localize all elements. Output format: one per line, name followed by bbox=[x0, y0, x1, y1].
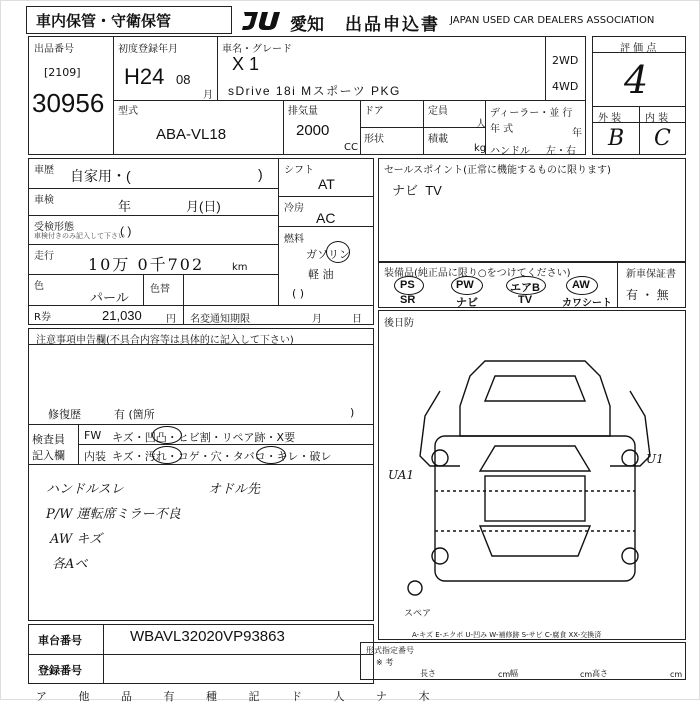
reg-month: 08 bbox=[176, 72, 191, 87]
name-notice-day: 日 bbox=[352, 314, 362, 325]
repair-close: ) bbox=[350, 406, 355, 419]
disp-unit: CC bbox=[344, 142, 358, 153]
car-name: X 1 bbox=[232, 54, 260, 74]
int-tobacco-circle bbox=[256, 446, 286, 464]
fuel-diesel: 軽 油 bbox=[308, 268, 334, 281]
lot-number: 30956 bbox=[32, 88, 105, 118]
recycle-unit: 円 bbox=[166, 314, 176, 325]
fw-label: FW bbox=[84, 429, 102, 442]
int-text: キズ・汚れ・コゲ・穴・タバコ・キレ・破レ bbox=[112, 450, 332, 463]
history-label: 車歴 bbox=[34, 165, 54, 176]
height-label: 高さ bbox=[592, 669, 608, 678]
bottom-row: ア 他 品 有 種 記 ド 人 ナ 木 bbox=[36, 690, 444, 703]
reg-unit: 月 bbox=[203, 90, 213, 101]
recycle-label: R券 bbox=[34, 312, 51, 323]
int-dirt-circle bbox=[152, 446, 182, 464]
equip-aw: AW bbox=[572, 279, 590, 291]
note-pw-mirror: P/W 運転席ミラー不良 bbox=[46, 507, 181, 522]
fuel-gasoline-circle bbox=[326, 241, 350, 263]
equip-tv: TV bbox=[518, 294, 533, 306]
name-notice-month: 月 bbox=[312, 314, 322, 325]
equip-leather: カワシート bbox=[562, 298, 612, 309]
recycle-value: 21,030 bbox=[102, 308, 142, 323]
interior-grade: C bbox=[654, 126, 671, 151]
equip-label: 装備品(純正品に限り○をつけてください) bbox=[384, 268, 571, 279]
chassis-label: 車台番号 bbox=[38, 634, 82, 647]
equip-airbag: エアB bbox=[510, 282, 540, 294]
name-notice-label: 名変通知期限 bbox=[190, 314, 250, 325]
spare-label: スペア bbox=[404, 609, 432, 619]
record-label: 記入欄 bbox=[32, 449, 65, 462]
equip-pw-circle bbox=[451, 276, 483, 295]
equip-pw: PW bbox=[456, 279, 474, 291]
repair-label: 修復歴 bbox=[48, 408, 81, 421]
equip-aw-circle bbox=[566, 276, 598, 295]
width-label: 幅 bbox=[510, 669, 518, 678]
shift-label: シフト bbox=[284, 165, 314, 176]
equip-airbag-circle bbox=[506, 276, 546, 295]
inspector-label: 検査員 bbox=[32, 433, 65, 446]
reg-year: H24 bbox=[124, 64, 165, 89]
color-value: パール bbox=[90, 290, 129, 305]
storage-badge: 車内保管・守衛保管 bbox=[36, 12, 172, 30]
drive-4wd: 4WD bbox=[552, 80, 579, 93]
color-change-label: 色替 bbox=[150, 284, 170, 295]
ju-logo bbox=[240, 8, 286, 32]
type-value: ABA-VL18 bbox=[156, 126, 227, 143]
note-odo: オドル先 bbox=[208, 482, 261, 497]
assoc-name: JAPAN USED CAR DEALERS ASSOCIATION bbox=[450, 15, 655, 26]
fw-text: キズ・凹凸・ヒビ割・リペア跡・X要 bbox=[112, 431, 296, 444]
history-value: 自家用・( bbox=[70, 168, 131, 184]
sales-value: ナビ TV bbox=[392, 183, 442, 198]
exterior-label: 外 装 bbox=[598, 113, 622, 124]
fuel-gasoline: ガソリン bbox=[306, 248, 350, 261]
note-steering-wear: ハンドルスレ bbox=[46, 482, 124, 497]
fw-dent-circle bbox=[152, 426, 182, 444]
equip-navi: ナビ bbox=[456, 297, 478, 309]
notes-block bbox=[28, 328, 374, 621]
guarantee-label: 新車保証書 bbox=[626, 269, 676, 280]
width-unit: cm bbox=[580, 670, 593, 679]
mileage-unit: km bbox=[232, 262, 248, 273]
equip-sr: SR bbox=[400, 294, 416, 306]
repair-after-label: 後日防 bbox=[384, 318, 414, 329]
interior-label: 内 装 bbox=[645, 113, 669, 124]
equip-ps: PS bbox=[400, 279, 415, 291]
equip-ps-circle bbox=[394, 276, 424, 295]
int-label: 内装 bbox=[84, 450, 106, 463]
year-unit: 年 bbox=[572, 128, 582, 139]
ac-value: AC bbox=[316, 210, 336, 226]
length-unit: cm bbox=[498, 670, 511, 679]
inspection-month: 月(日) bbox=[186, 199, 221, 214]
damage-mark-right: U1 bbox=[646, 452, 664, 466]
shift-value: AT bbox=[318, 176, 335, 192]
notes-label: 注意事項申告欄(不具合内容等は具体的に記入して下さい) bbox=[36, 335, 294, 346]
history-close: ) bbox=[258, 166, 263, 182]
spec-note: ※ 考 bbox=[376, 658, 394, 667]
name-label: 車名・グレード bbox=[222, 44, 292, 55]
inspection-year: 年 bbox=[118, 199, 132, 214]
handle-opts: 左・右 bbox=[546, 146, 576, 157]
exterior-grade: B bbox=[608, 126, 625, 151]
reg-label: 初度登録年月 bbox=[118, 44, 178, 55]
mileage-label: 走行 bbox=[34, 251, 54, 262]
mileage-value: 10万 0千702 bbox=[88, 255, 205, 274]
disp-value: 2000 bbox=[296, 122, 330, 139]
color-label: 色 bbox=[34, 281, 44, 292]
form-note: 車検付きのみ記入して下さい bbox=[34, 232, 125, 240]
dealer-label: ディーラー・並 行 bbox=[490, 108, 573, 119]
load-unit: kg bbox=[474, 143, 487, 154]
guarantee-opts: 有 ・ 無 bbox=[626, 288, 669, 302]
length-label: 長さ bbox=[420, 669, 436, 678]
disp-label: 排気量 bbox=[288, 106, 318, 117]
form-paren: ( ) bbox=[120, 224, 132, 238]
score-value: 4 bbox=[624, 58, 649, 102]
form-title: 出品申込書 bbox=[345, 15, 440, 35]
door-label: ドア bbox=[364, 106, 384, 117]
fuel-label: 燃料 bbox=[284, 234, 304, 245]
lot-sub: [2109] bbox=[44, 66, 81, 79]
score-label: 評 価 点 bbox=[620, 43, 657, 54]
handle-label: ハンドル bbox=[490, 146, 530, 157]
register-label: 登録番号 bbox=[38, 664, 82, 677]
damage-mark-left: UA1 bbox=[388, 468, 415, 482]
sales-label: セールスポイント(正常に機能するものに限ります) bbox=[384, 165, 611, 176]
ac-label: 冷房 bbox=[284, 203, 304, 214]
car-grade: sDrive 18i Mスポーツ PKG bbox=[228, 84, 401, 98]
drive-2wd: 2WD bbox=[552, 54, 579, 67]
inspection-label: 車検 bbox=[34, 195, 54, 206]
brand-pref: 愛知 bbox=[290, 15, 324, 35]
height-unit: cm bbox=[670, 670, 683, 679]
year-label: 年 式 bbox=[490, 124, 514, 135]
chassis-value: WBAVL32020VP93863 bbox=[130, 628, 285, 645]
lot-label: 出品番号 bbox=[34, 44, 74, 55]
load-label: 積載 bbox=[428, 134, 448, 145]
capacity-unit: 人 bbox=[476, 119, 486, 130]
form-spec-label: 形式指定番号 bbox=[366, 646, 414, 655]
fuel-paren: ( ) bbox=[292, 287, 305, 300]
repair-value: 有 (箇所 bbox=[114, 408, 155, 421]
shape-label: 形状 bbox=[364, 134, 384, 145]
note-aw-scratch: AW キズ bbox=[50, 532, 103, 547]
car-diagram bbox=[400, 356, 670, 596]
capacity-label: 定員 bbox=[428, 106, 448, 117]
note-each-a: 各Aベ bbox=[52, 557, 88, 572]
type-label: 型式 bbox=[118, 106, 138, 117]
damage-legend: A-キズ E-エクボ U-凹み W-補修跡 S-サビ C-腐食 XX-交換済 bbox=[412, 631, 602, 639]
form-label: 受検形態 bbox=[34, 222, 74, 233]
